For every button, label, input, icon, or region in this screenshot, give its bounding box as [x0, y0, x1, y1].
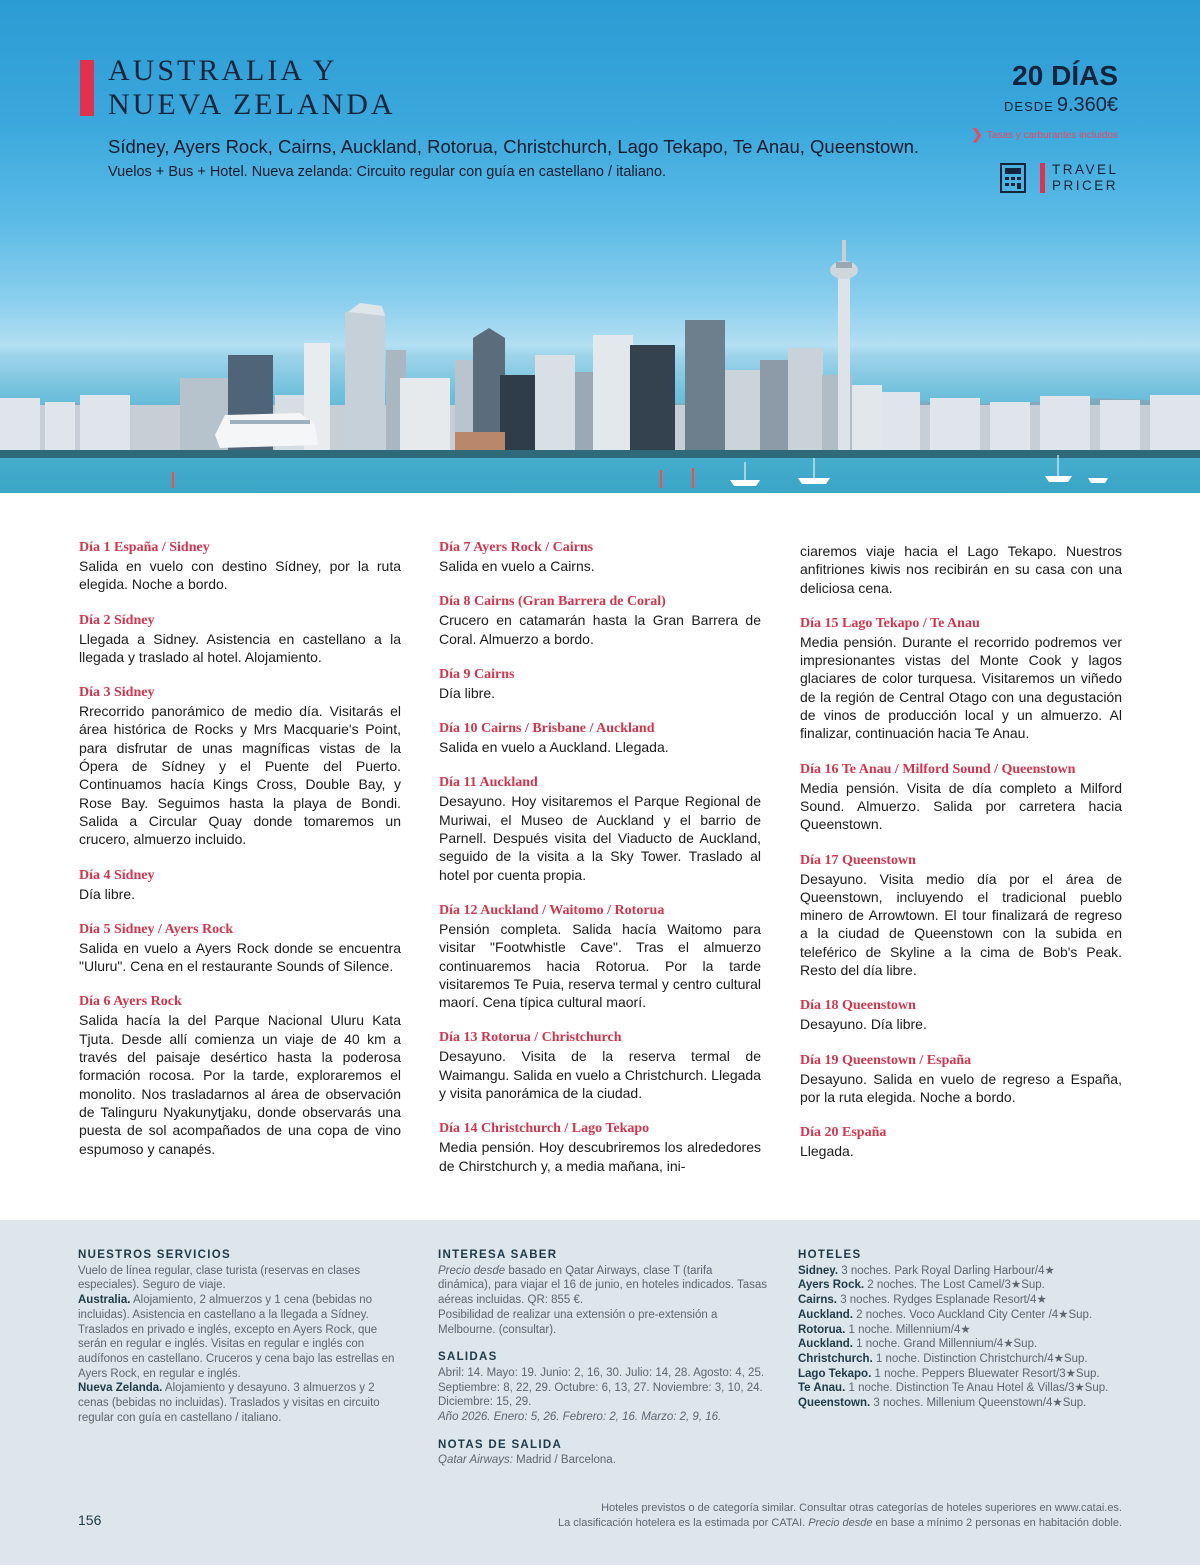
footer-line-2b: en base a mínimo 2 personas en habitación doble.: [872, 1517, 1122, 1529]
itinerary-day: [439, 1119, 761, 1175]
day-text: Desayuno. Visita de la reserva termal de Waimangu. Salida en vuelo a Christchurch. Llegada y visita panorámica de la ciudad.: [439, 1048, 761, 1102]
day-text: Día libre.: [439, 684, 496, 701]
hero-skyline-photo: [0, 0, 1200, 493]
hotel-city: Sidney.: [798, 1264, 839, 1277]
services-text: [78, 1264, 408, 1426]
day-text: Media pensión. Durante el recorrido podremos ver impresionantes vistas del Monte Cook y lagos glaciares de color turquesa. Visitaremos un viñedo de la región de Central Otago con una degustación de vinos de producción local y un almuerzo. Al finalizar, continuación hacia Te Anau.: [800, 633, 1122, 742]
taxes-note: [971, 126, 1118, 143]
travel-pricer-line-2: PRICER: [1052, 178, 1119, 193]
itinerary-day: [439, 1028, 761, 1102]
travel-pricer-logo: [1052, 162, 1119, 194]
taxes-text: Tasas y carburantes incluidos: [986, 130, 1118, 141]
price-value: 9.360€: [1056, 94, 1118, 116]
hotel-city: Christchurch.: [798, 1352, 873, 1365]
day-title: Día 6 Ayers Rock: [79, 994, 182, 1010]
hotels-column: [798, 1248, 1128, 1411]
itinerary-day: [800, 1051, 1122, 1107]
itinerary-day: [800, 614, 1122, 743]
notas-airline: Qatar Airways:: [438, 1454, 513, 1467]
services-australia-label: Australia.: [78, 1294, 131, 1307]
salidas-text: [438, 1366, 768, 1425]
hotel-text: 1 noche. Distinction Te Anau Hotel & Villas/3★Sup.: [845, 1382, 1109, 1395]
hotels-heading: HOTELES: [798, 1249, 862, 1261]
title-accent-bar: [80, 60, 94, 116]
itinerary-column-3: [800, 542, 1122, 1178]
hotel-item: [798, 1381, 1128, 1396]
day-text: Media pensión. Visita de día completo a Milford Sound. Almuerzo. Salida por carretera hacia Queenstown.: [800, 779, 1122, 833]
day-text: Pensión completa. Salida hacía Waitomo para visitar "Footwhistle Cave". Tras el almuerzo continuaremos hacia Rotorua. Por la tarde visitaremos Te Puia, reserva termal y centro cultural maorí. Cena típica cultural maorí.: [439, 920, 761, 1011]
day-text: Rrecorrido panorámico de medio día. Visitarás el área histórica de Rocks y Mrs Macquarie's Point, para disfrutar de unas magníficas vistas de la Ópera de Sídney y el Puente del Puerto. Continuamos hacía Kings Cross, Double Bay, y Rose Bay. Seguimos hasta la playa de Bondi. Salida a Circular Quay donde tomaremos un crucero, almuerzo incluido.: [79, 703, 401, 848]
price-desde-label: DESDE: [1004, 99, 1054, 114]
footer-note: [422, 1501, 1122, 1531]
hotel-text: 3 noches. Park Royal Darling Harbour/4★: [838, 1264, 1055, 1277]
trip-duration: 20 DÍAS: [1012, 60, 1118, 91]
hotel-item: [798, 1293, 1128, 1308]
day-title: Día 7 Ayers Rock / Cairns: [439, 540, 594, 555]
interesa-column: [438, 1248, 768, 1468]
title-line-1: AUSTRALIA Y: [108, 54, 338, 87]
footer-line-2a: La clasificación hotelera es la estimada por CATAI.: [558, 1517, 809, 1529]
itinerary-day: [439, 901, 761, 1011]
itinerary-day: [79, 683, 401, 848]
itinerary-day: [439, 773, 761, 883]
trip-price: [1004, 94, 1118, 117]
hotel-city: Cairns.: [798, 1294, 837, 1307]
itinerary-day: [439, 665, 761, 702]
day-text: Desayuno. Hoy visitaremos el Parque Regional de Muriwai, el Museo de Auckland y el barrio de Parnell. Después visita del Viaducto de Auckland, seguido de la visita a la Sky Tower. Traslado al hotel por cuenta propia.: [439, 793, 761, 883]
itinerary-day: [800, 851, 1122, 980]
hotel-text: 3 noches. Rydges Esplanade Resort/4★: [837, 1294, 1047, 1307]
day-text: Desayuno. Visita medio día por el área de Queenstown, incluyendo el tradicional pueblo minero de Arrowtown. El tour finalizará de regreso a la ciudad de Queenstown con la subida en teleférico de Skyline a la cima de Bob's Peak. Resto del día libre.: [800, 870, 1122, 979]
interesa-text: [438, 1264, 768, 1338]
hotel-item: [798, 1323, 1128, 1338]
itinerary-day: [439, 719, 761, 756]
day-text: Desayuno. Día libre.: [800, 1016, 927, 1033]
itinerary-day: [439, 538, 761, 575]
day-text: Día libre.: [79, 885, 136, 902]
travel-pricer-accent-bar: [1040, 163, 1045, 193]
hotel-item: [798, 1264, 1128, 1279]
day-text: Salida en vuelo con destino Sídney, por la ruta elegida. Noche a bordo.: [79, 558, 401, 593]
day-title: Día 8 Cairns (Gran Barrera de Coral): [439, 594, 666, 610]
salidas-2026: Año 2026. Enero: 5, 26. Febrero: 2, 16. Marzo: 2, 9, 16.: [438, 1411, 722, 1424]
day-text: Llegada a Sidney. Asistencia en castellano a la llegada y traslado al hotel. Alojamiento.: [79, 630, 401, 665]
hotel-item: [798, 1396, 1128, 1411]
day-title: Día 2 Sídney: [79, 612, 155, 628]
hotel-text: 1 noche. Grand Millennium/4★Sup.: [852, 1338, 1038, 1351]
interesa-body: basado en Qatar Airways, clase T (tarifa dinámica), para viajar el 16 de junio, en hoteles indicados. Tasas aéreas incluidas. QR: 855 €.: [438, 1264, 768, 1307]
day-title: Día 10 Cairns / Brisbane / Auckland: [439, 721, 655, 737]
hotel-city: Auckland.: [798, 1308, 853, 1321]
itinerary-day: [800, 1123, 1122, 1160]
day-text: Media pensión. Hoy descubriremos los alrededores de Chirstchurch y, a media mañana, ini-: [439, 1139, 761, 1174]
trip-subtitle: Vuelos + Bus + Hotel. Nueva zelanda: Circuito regular con guía en castellano / italiano.: [108, 164, 667, 180]
calculator-icon: [1000, 163, 1026, 193]
services-intro: Vuelo de línea regular, clase turista (reservas en clases especiales). Seguro de viaje.: [78, 1264, 361, 1292]
itinerary-column-1: [79, 538, 401, 1175]
itinerary-day: [79, 611, 401, 667]
itinerary-day: [79, 866, 401, 903]
hotel-city: Ayers Rock.: [798, 1279, 865, 1292]
services-column: [78, 1248, 408, 1425]
hotel-city: Rotorua.: [798, 1323, 846, 1336]
hotel-item: [798, 1308, 1128, 1323]
day-title: Día 14 Christchurch / Lago Tekapo: [439, 1121, 650, 1137]
hotel-text: 1 noche. Distinction Christchurch/4★Sup.: [872, 1352, 1088, 1365]
itinerary-day: [439, 592, 761, 648]
day-title: Día 19 Queenstown / España: [800, 1052, 972, 1068]
hotel-item: [798, 1367, 1128, 1382]
day-title: Día 17 Queenstown: [800, 852, 916, 868]
salidas-dates: Abril: 14. Mayo: 19. Junio: 2, 16, 30. Julio: 14, 28. Agosto: 4, 25. Septiembre: 8, 22, 29. Octubre: 6, 13, 27. Noviembre: 3, 10, 24. Diciembre: 15, 29.: [438, 1366, 765, 1409]
day-title: Día 13 Rotorua / Christchurch: [439, 1030, 622, 1046]
hotel-city: Lago Tekapo.: [798, 1367, 872, 1380]
footer-line-1: Hoteles previstos o de categoría similar. Consultar otras categorías de hoteles superiores en www.catai.es.: [601, 1502, 1122, 1514]
day-title: Día 4 Sídney: [79, 867, 155, 883]
hotels-list: [798, 1264, 1128, 1411]
itinerary-day: [79, 992, 401, 1157]
itinerary-day: [79, 920, 401, 976]
day-text: Salida en vuelo a Cairns.: [439, 558, 595, 574]
day-text: Desayuno. Salida en vuelo de regreso a España, por la ruta elegida. Noche a bordo.: [800, 1070, 1122, 1105]
day-text: Llegada.: [800, 1143, 854, 1160]
chevron-right-icon: ❯: [971, 126, 983, 142]
hotel-city: Auckland.: [798, 1338, 853, 1351]
hotel-text: 1 noche. Millennium/4★: [845, 1323, 971, 1336]
itinerary-day: [79, 538, 401, 594]
notas-cities: Madrid / Barcelona.: [512, 1454, 616, 1467]
hotel-item: [798, 1337, 1128, 1352]
day-title: Día 3 Sidney: [79, 685, 155, 701]
hotel-text: 3 noches. Millenium Queenstown/4★Sup.: [870, 1397, 1087, 1410]
interesa-extension: Posibilidad de realizar una extensión o pre-extensión a Melbourne. (consultar).: [438, 1308, 718, 1336]
salidas-heading: SALIDAS: [438, 1351, 498, 1364]
day-text: Salida en vuelo a Ayers Rock donde se encuentra "Uluru". Cena en el restaurante Sounds of Silence.: [79, 939, 401, 975]
services-nz-text: Alojamiento y desayuno. 3 almuerzos y 2 cenas (bebidas no incluidas). Traslados y visitas en circuito regular con guía en castellano / italiano.: [78, 1382, 380, 1424]
page-number: 156: [78, 1512, 102, 1528]
notas-heading: NOTAS DE SALIDA: [438, 1438, 563, 1451]
interesa-heading: INTERESA SABER: [438, 1249, 558, 1261]
hotel-text: 2 noches. Voco Auckland City Center /4★Sup.: [852, 1308, 1093, 1321]
day-title: Día 15 Lago Tekapo / Te Anau: [800, 615, 980, 631]
day-text: Crucero en catamarán hasta la Gran Barrera de Coral. Almuerzo a bordo.: [439, 612, 761, 647]
footer-line-2-italic: Precio desde: [808, 1517, 873, 1529]
hotel-city: Te Anau.: [798, 1382, 846, 1395]
page-title: [108, 54, 396, 122]
day-title: Día 20 España: [800, 1125, 887, 1141]
services-nz-label: Nueva Zelanda.: [78, 1382, 163, 1395]
cities-list: Sídney, Ayers Rock, Cairns, Auckland, Rotorua, Christchurch, Lago Tekapo, Te Anau, Queenstown.: [108, 136, 920, 157]
hotel-text: 1 noche. Peppers Bluewater Resort/3★Sup.: [871, 1367, 1100, 1380]
travel-pricer-line-1: TRAVEL: [1052, 162, 1119, 177]
hotel-item: [798, 1278, 1128, 1293]
itinerary-day: [800, 760, 1122, 834]
notas-text: [438, 1453, 768, 1468]
itinerary-day: [800, 996, 1122, 1033]
day-title: Día 16 Te Anau / Milford Sound / Queenstown: [800, 761, 1076, 777]
info-panel: [0, 1220, 1200, 1565]
itinerary-column-2: [439, 538, 761, 1192]
precio-desde-label: Precio desde: [438, 1264, 506, 1277]
day-text: Salida en vuelo a Auckland. Llegada.: [439, 739, 669, 756]
day-title: Día 18 Queenstown: [800, 998, 916, 1014]
hotel-text: 2 noches. The Lost Camel/3★Sup.: [864, 1279, 1045, 1292]
day-text-continuation: ciaremos viaje hacia el Lago Tekapo. Nuestros anfitriones kiwis nos recibirán en su casa con una deliciosa cena.: [800, 543, 1122, 596]
services-australia-text: Alojamiento, 2 almuerzos y 1 cena (bebidas no incluidas). Asistencia en castellano a la llegada a Sídney. Traslados en privado e inglés, excepto en Ayers Rock, que serán en regular e inglés. Visitas en regular e inglés con audífonos en castellano. Cruceros y cena bajo las estrellas en Ayers Rock, en regular e inglés.: [78, 1294, 395, 1380]
hotel-item: [798, 1352, 1128, 1367]
day-title: Día 9 Cairns: [439, 666, 515, 682]
day-title: Día 11 Auckland: [439, 775, 538, 791]
day-text: Salida hacía la del Parque Nacional Uluru Kata Tjuta. Desde allí comienza un viaje de 40 km a través del paisaje desértico hasta la poderosa formación rocosa. Por la tarde, exploraremos el monolito. Nos trasladarnos al área de observación de Talinguru Nyakunytjaku, donde observarás una puesta de sol acompañados de una copa de vino espumoso y canapés.: [79, 1012, 401, 1157]
day-title: Día 5 Sidney / Ayers Rock: [79, 921, 234, 937]
day-title: Día 1 España / Sidney: [79, 540, 210, 555]
hotel-city: Queenstown.: [798, 1397, 871, 1410]
day-title: Día 12 Auckland / Waitomo / Rotorua: [439, 902, 665, 918]
services-heading: NUESTROS SERVICIOS: [78, 1249, 231, 1261]
title-line-2: NUEVA ZELANDA: [108, 88, 396, 121]
